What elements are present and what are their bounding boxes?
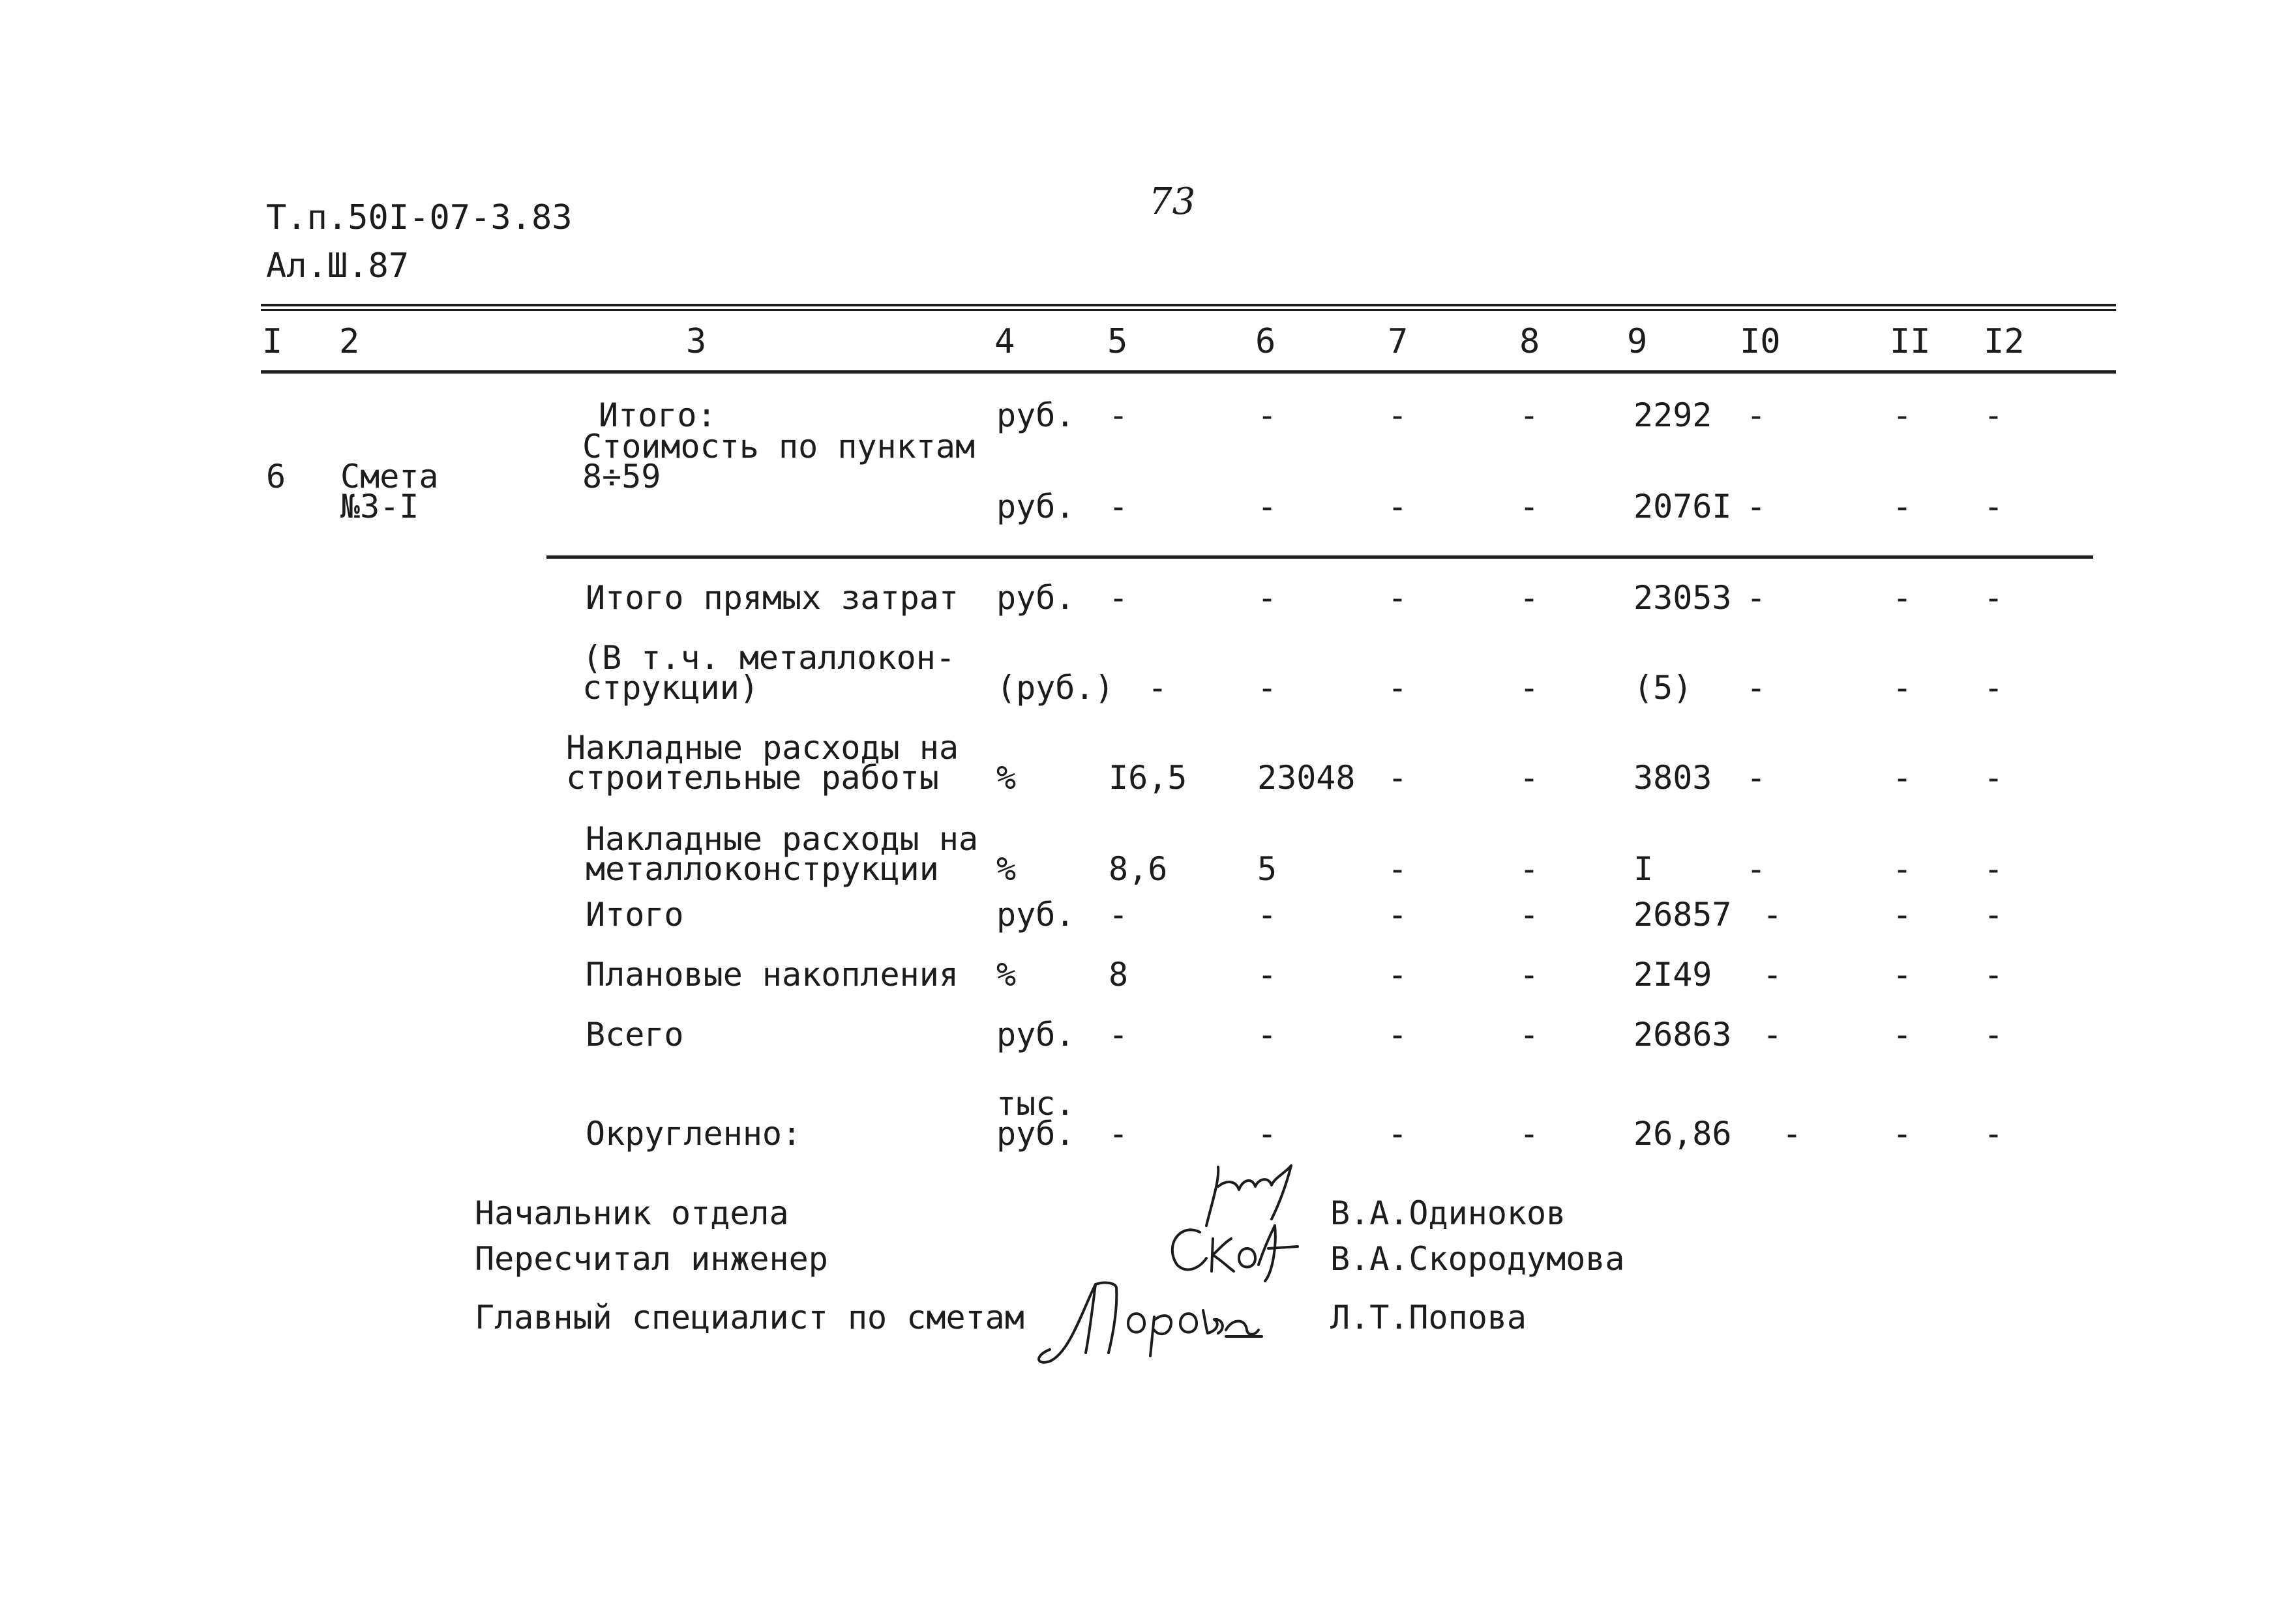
value-col-11: - — [1892, 1016, 1913, 1054]
item-description: Всего — [586, 1016, 684, 1054]
value-col-6: - — [1257, 669, 1277, 707]
value-col-8: - — [1519, 759, 1540, 797]
item-description: Итого прямых затрат — [586, 579, 959, 617]
estimate-ref: Смета — [340, 458, 439, 495]
value-col-6: - — [1257, 1115, 1277, 1153]
value-col-5: - — [1109, 579, 1129, 617]
item-description: Накладные расходы на — [586, 820, 979, 858]
value-col-8: - — [1519, 956, 1540, 994]
value-col-11: - — [1892, 1115, 1913, 1153]
value-col-12: - — [1984, 956, 2004, 994]
doc-code: Т.п.50I-07-3.83 — [266, 198, 573, 237]
value-col-12: - — [1984, 396, 2004, 434]
value-col-11: - — [1892, 956, 1913, 994]
value-col-7: - — [1388, 956, 1408, 994]
value-col-11: - — [1892, 896, 1913, 934]
value-col-12: - — [1984, 669, 2004, 707]
item-description: (В т.ч. металлокон- — [582, 639, 955, 677]
value-col-11: - — [1892, 396, 1913, 434]
signer-name: Л.Т.Попова — [1330, 1299, 1527, 1336]
value-col-11: - — [1892, 850, 1913, 888]
unit-cell: тыс. — [996, 1085, 1075, 1123]
value-col-12: - — [1984, 1016, 2004, 1054]
unit-cell: руб. — [996, 488, 1075, 525]
value-col-7: - — [1388, 896, 1408, 934]
signer-role: Начальник отдела — [475, 1194, 789, 1232]
value-col-6: - — [1257, 579, 1277, 617]
item-description: Накладные расходы на — [566, 729, 959, 767]
value-col-9: 2076I — [1633, 488, 1732, 525]
header-bottom-rule — [261, 370, 2116, 374]
value-col-6: - — [1257, 896, 1277, 934]
value-col-6: - — [1257, 1016, 1277, 1054]
value-col-7: - — [1388, 759, 1408, 797]
value-col-11: - — [1892, 579, 1913, 617]
value-col-10: - — [1746, 488, 1767, 525]
value-col-7: - — [1388, 850, 1408, 888]
value-col-10: - — [1746, 850, 1767, 888]
value-col-7: - — [1388, 669, 1408, 707]
unit-cell: руб. — [996, 896, 1075, 934]
value-col-5: - — [1109, 488, 1129, 525]
value-col-7: - — [1388, 579, 1408, 617]
unit-cell: руб. — [996, 396, 1075, 434]
value-col-6: - — [1257, 396, 1277, 434]
value-col-6: - — [1257, 956, 1277, 994]
column-header-12: I2 — [1984, 322, 2025, 361]
value-col-8: - — [1519, 896, 1540, 934]
value-col-10: - — [1746, 759, 1767, 797]
value-col-8: - — [1519, 488, 1540, 525]
row-number: 6 — [266, 458, 286, 495]
value-col-9: 26857 — [1633, 896, 1732, 934]
column-header-1: I — [262, 322, 283, 361]
unit-cell: % — [996, 759, 1017, 797]
column-header-9: 9 — [1627, 322, 1648, 361]
item-description: Итого — [586, 896, 684, 934]
unit-cell: руб. — [996, 1115, 1075, 1153]
value-col-5: I6,5 — [1109, 759, 1187, 797]
item-description: строительные работы — [566, 759, 939, 797]
value-col-5: - — [1109, 896, 1129, 934]
column-header-6: 6 — [1255, 322, 1276, 361]
value-col-9: 3803 — [1633, 759, 1712, 797]
estimate-ref: №3-I — [340, 488, 419, 525]
value-col-5: - — [1109, 1016, 1129, 1054]
value-col-5: - — [1148, 669, 1168, 707]
value-col-10: - — [1763, 896, 1783, 934]
value-col-8: - — [1519, 669, 1540, 707]
value-col-12: - — [1984, 759, 2004, 797]
value-col-7: - — [1388, 488, 1408, 525]
item-description: Округленно: — [586, 1115, 802, 1153]
value-col-9: I — [1633, 850, 1654, 888]
value-col-9: 2I49 — [1633, 956, 1712, 994]
signer-role: Главный специалист по сметам — [475, 1299, 1024, 1336]
column-header-5: 5 — [1107, 322, 1128, 361]
item-description: Плановые накопления — [586, 956, 959, 994]
value-col-10: - — [1763, 1016, 1783, 1054]
value-col-8: - — [1519, 1115, 1540, 1153]
value-col-5: - — [1109, 1115, 1129, 1153]
signer-name: В.А.Скородумова — [1330, 1240, 1625, 1278]
value-col-9: (5) — [1633, 669, 1693, 707]
album-number: Ал.Ш.87 — [266, 246, 410, 286]
unit-cell: % — [996, 850, 1017, 888]
table-top-rule-second — [261, 309, 2116, 311]
value-col-9: 26,86 — [1633, 1115, 1732, 1153]
value-col-10: - — [1763, 956, 1783, 994]
table-top-rule — [261, 304, 2116, 306]
value-col-6: 5 — [1257, 850, 1277, 888]
value-col-7: - — [1388, 1115, 1408, 1153]
column-header-10: I0 — [1740, 322, 1781, 361]
page-number: 73 — [1149, 181, 1196, 223]
column-header-8: 8 — [1519, 322, 1540, 361]
value-col-11: - — [1892, 669, 1913, 707]
value-col-6: - — [1257, 488, 1277, 525]
value-col-11: - — [1892, 488, 1913, 525]
unit-cell: (руб.) — [996, 669, 1114, 707]
value-col-6: 23048 — [1257, 759, 1356, 797]
subtotal-rule — [546, 555, 2093, 559]
signature-popova — [1030, 1271, 1265, 1369]
item-description: Стоимость по пунктам — [582, 428, 976, 465]
value-col-10: - — [1746, 579, 1767, 617]
signer-name: В.А.Одиноков — [1330, 1194, 1566, 1232]
item-description: струкции) — [582, 669, 759, 707]
column-header-3: 3 — [686, 322, 707, 361]
value-col-8: - — [1519, 850, 1540, 888]
value-col-9: 26863 — [1633, 1016, 1732, 1054]
column-header-2: 2 — [339, 322, 360, 361]
value-col-11: - — [1892, 759, 1913, 797]
value-col-12: - — [1984, 488, 2004, 525]
value-col-8: - — [1519, 1016, 1540, 1054]
value-col-9: 23053 — [1633, 579, 1732, 617]
column-header-4: 4 — [994, 322, 1015, 361]
value-col-10: - — [1746, 669, 1767, 707]
unit-cell: % — [996, 956, 1017, 994]
value-col-10: - — [1782, 1115, 1802, 1153]
item-description: 8÷59 — [582, 458, 661, 495]
unit-cell: руб. — [996, 1016, 1075, 1054]
value-col-12: - — [1984, 850, 2004, 888]
value-col-9: 2292 — [1633, 396, 1712, 434]
column-header-7: 7 — [1388, 322, 1409, 361]
item-description: металлоконструкции — [586, 850, 939, 888]
value-col-8: - — [1519, 396, 1540, 434]
value-col-7: - — [1388, 396, 1408, 434]
value-col-12: - — [1984, 579, 2004, 617]
value-col-5: - — [1109, 396, 1129, 434]
column-header-11: II — [1890, 322, 1931, 361]
value-col-7: - — [1388, 1016, 1408, 1054]
value-col-5: 8 — [1109, 956, 1129, 994]
value-col-5: 8,6 — [1109, 850, 1168, 888]
value-col-12: - — [1984, 1115, 2004, 1153]
value-col-10: - — [1746, 396, 1767, 434]
value-col-12: - — [1984, 896, 2004, 934]
unit-cell: руб. — [996, 579, 1075, 617]
signer-role: Пересчитал инженер — [475, 1240, 828, 1278]
value-col-8: - — [1519, 579, 1540, 617]
item-description: Итого: — [599, 396, 717, 434]
